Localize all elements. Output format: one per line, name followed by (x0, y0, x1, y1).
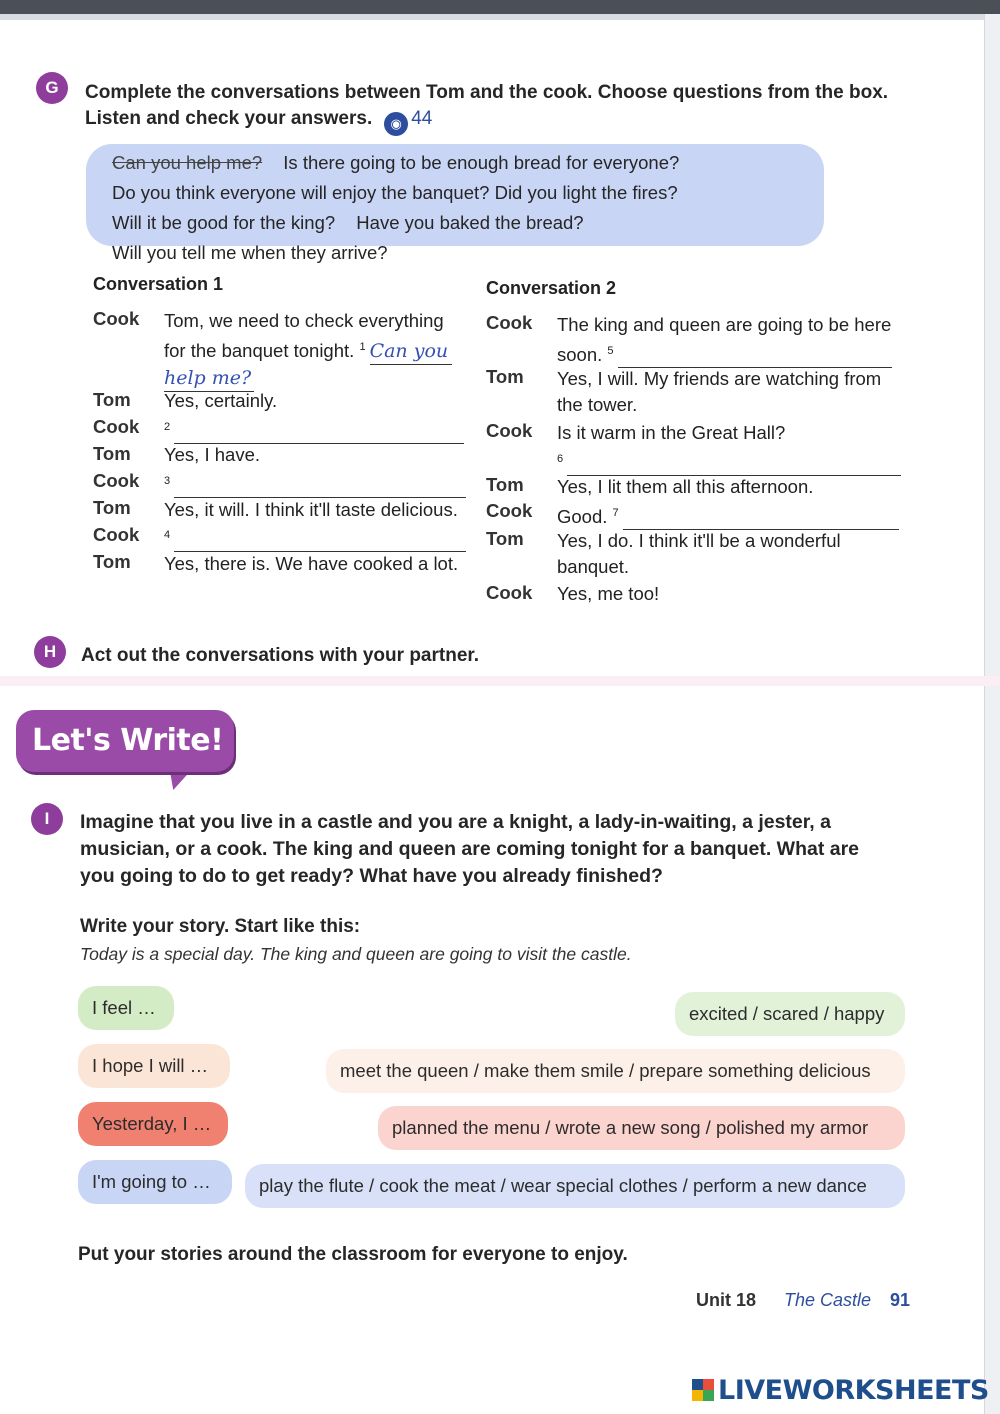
speaker-label: Cook (93, 524, 140, 545)
section-h-instruction: Act out the conversations with your partner. (81, 645, 480, 666)
section-g-badge: G (36, 72, 68, 104)
blank-number: 5 (607, 345, 614, 357)
options-pill-going-to: play the flute / cook the meat / wear special clothes / perform a new dance (245, 1164, 905, 1208)
answer-4-blank[interactable] (174, 534, 466, 552)
section-i-badge: I (31, 803, 63, 835)
question-option: Will you tell me when they arrive? (112, 242, 388, 263)
options-pill-feel: excited / scared / happy (675, 992, 905, 1036)
conv1-line1-text-b: for the banquet tonight. (164, 340, 355, 361)
conv2-line5-text: Good. (557, 506, 608, 527)
lets-write-banner: Let's Write! (16, 710, 234, 772)
conv1-line1-text-a: Tom, we need to check everything (164, 310, 444, 331)
conv2-line2-text-b: the tower. (557, 394, 638, 415)
speaker-label: Tom (93, 497, 131, 518)
speaker-label: Tom (93, 389, 131, 410)
conversation2-title: Conversation 2 (486, 278, 617, 298)
section-g-instruction-line1: Complete the conversations between Tom and the cook. Choose questions from the box. (85, 82, 889, 103)
question-option: Is there going to be enough bread for everyone? (283, 152, 680, 173)
conv2-line6-text-a: Yes, I do. I think it'll be a wonderful (557, 530, 841, 551)
conv2-line7: Yes, me too! (557, 583, 660, 604)
conv1-line1 (164, 308, 452, 392)
liveworksheets-logo-icon (692, 1379, 714, 1401)
blank-number: 4 (164, 529, 171, 541)
speaker-label: Tom (486, 366, 524, 387)
conv2-line6-text-b: banquet. (557, 556, 630, 577)
speaker-label: Cook (486, 312, 533, 333)
question-option: Did you light the fires? (494, 182, 678, 203)
section-divider (0, 676, 1000, 686)
conv2-line3-text: Is it warm in the Great Hall? (557, 422, 786, 443)
conv1-line7 (164, 522, 466, 552)
conv2-line6 (557, 528, 841, 580)
liveworksheets-logo-text: LIVEWORKSHEETS (718, 1374, 989, 1406)
question-option: Will it be good for the king? (112, 212, 336, 233)
conv1-line2: Yes, certainly. (164, 390, 278, 411)
page-number: 91 (890, 1290, 911, 1310)
section-i-instruction-line1: Imagine that you live in a castle and you are a knight, a lady-in-waiting, a jester, a (80, 811, 831, 833)
options-pill-yesterday: planned the menu / wrote a new song / polished my armor (378, 1106, 905, 1150)
answer-1-b[interactable]: help me? (164, 365, 254, 392)
blank-number: 1 (359, 341, 366, 353)
conv2-line1-text-b: soon. (557, 344, 603, 365)
conv2-line3 (557, 420, 901, 476)
scan-edge-top (0, 0, 1000, 14)
section-g-instruction-line2-wrap (85, 106, 965, 136)
section-h-badge: H (34, 636, 66, 668)
options-pill-hope: meet the queen / make them smile / prepare something delicious (326, 1049, 905, 1093)
starter-pill-feel: I feel … (78, 986, 174, 1030)
conv1-line3 (164, 414, 464, 444)
blank-number: 2 (164, 421, 171, 433)
question-option: Do you think everyone will enjoy the banquet? (112, 182, 490, 203)
conv2-line1-text-a: The king and queen are going to be here (557, 314, 892, 335)
conv2-line1 (557, 312, 892, 368)
scan-edge-right (984, 14, 1000, 1414)
footer-unit: Unit 18 (696, 1290, 757, 1310)
answer-3-blank[interactable] (174, 480, 466, 498)
section-g-instruction-line2: Listen and check your answers. (85, 108, 373, 129)
closing-instruction: Put your stories around the classroom for everyone to enjoy. (78, 1244, 628, 1265)
conv1-line1-text-b-wrap (164, 334, 452, 365)
conv2-line4: Yes, I lit them all this afternoon. (557, 476, 814, 497)
section-i-instruction-line3: you going to do to get ready? What have you already finished? (80, 865, 663, 887)
conv1-line8: Yes, there is. We have cooked a lot. (164, 553, 459, 574)
blank-number: 7 (612, 507, 619, 519)
blank-number: 6 (557, 453, 564, 465)
footer-title: The Castle (784, 1290, 872, 1310)
speaker-label: Tom (486, 474, 524, 495)
question-option: Have you baked the bread? (356, 212, 584, 233)
conv2-line3-blank-wrap (557, 446, 901, 476)
speaker-label: Tom (93, 443, 131, 464)
speaker-label: Cook (486, 420, 533, 441)
blank-number: 3 (164, 475, 171, 487)
speaker-label: Cook (486, 500, 533, 521)
conversation1-title: Conversation 1 (93, 274, 224, 294)
speaker-label: Cook (93, 416, 140, 437)
starter-pill-going-to: I'm going to … (78, 1160, 232, 1204)
section-g-instruction (85, 80, 965, 136)
audio-icon[interactable]: ◉ (384, 112, 408, 136)
starter-pill-hope: I hope I will … (78, 1044, 230, 1088)
starter-pill-yesterday: Yesterday, I … (78, 1102, 228, 1146)
conv1-line6: Yes, it will. I think it'll taste delicious. (164, 499, 458, 520)
speaker-label: Cook (93, 470, 140, 491)
conv1-line5 (164, 468, 466, 498)
liveworksheets-logo[interactable] (692, 1374, 989, 1406)
conv2-line1-text-b-wrap (557, 338, 892, 368)
question-option: Can you help me? (112, 152, 263, 173)
speaker-label: Tom (486, 528, 524, 549)
audio-track-number[interactable]: 44 (411, 108, 433, 129)
conv2-line2-text-a: Yes, I will. My friends are watching from (557, 368, 882, 389)
speaker-label: Cook (486, 582, 533, 603)
write-prompt: Write your story. Start like this: (80, 916, 361, 937)
scan-edge-top-inner (0, 14, 1000, 20)
story-start: Today is a special day. The king and queen are going to visit the castle. (80, 944, 632, 964)
conv2-line5 (557, 500, 899, 530)
section-i-instruction (80, 809, 940, 890)
conv2-line2 (557, 366, 881, 418)
speaker-label: Tom (93, 551, 131, 572)
answer-1-a[interactable]: Can you (370, 338, 452, 365)
section-i-instruction-line2: musician, or a cook. The king and queen are coming tonight for a banquet. What are (80, 838, 860, 860)
conv1-line4: Yes, I have. (164, 444, 260, 465)
question-box (86, 144, 824, 263)
speaker-label: Cook (93, 308, 140, 329)
